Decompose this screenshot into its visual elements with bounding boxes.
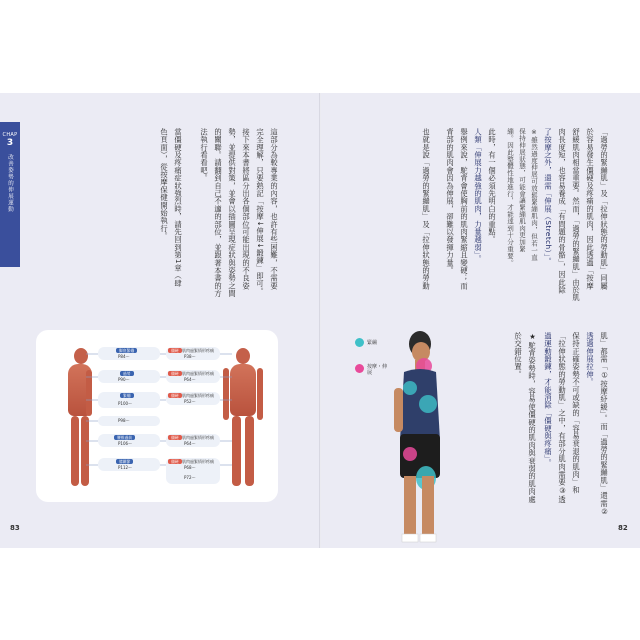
left-text-column-5: 的關聯。請翻到自己不適的部位，並跟著本書的方 xyxy=(214,128,223,298)
right-page-number: 82 xyxy=(618,524,628,532)
diagram-right-page-7: P72～ xyxy=(184,475,196,480)
diagram-right-page-6: P68～ xyxy=(184,465,196,470)
right-text-column-19: ★駝背姿勢時，容易使僵硬的肌肉與衰弱的肌肉處 xyxy=(528,332,537,504)
right-text-column-3: 舒緩肌肉相當重要。然而，「過勞的緊繃肌」由於肌 xyxy=(572,128,581,302)
left-text-column-6: 法執行看看吧。 xyxy=(200,128,209,182)
diagram-page-2: P90～ xyxy=(118,377,130,382)
legend-teal-dot xyxy=(355,338,364,347)
posture-diagram xyxy=(36,330,278,502)
left-text-column-8: 色頁面），從按摩保健開始執行。 xyxy=(160,128,169,240)
left-text-column-3: 接下來本書將區分出各個部位可能出現的不良姿 xyxy=(242,128,251,290)
diagram-page-3: P100～ xyxy=(118,401,133,406)
diagram-tag-2: 過勞 xyxy=(120,371,134,376)
legend-label-2: 按摩・伸展 xyxy=(367,364,388,376)
right-text-column-16: 保持正確姿勢不可或缺的「容易衰退的肌肉」和 xyxy=(572,332,581,494)
right-text-column-14: 肌」都需「①按摩紓緩」。而「過勞的緊繃肌」還需② xyxy=(600,332,609,517)
diagram-page-1: P84～ xyxy=(118,354,130,359)
right-text-column-20: 於交錯位置。 xyxy=(514,332,523,379)
diagram-right-tag-3: 僵硬 xyxy=(168,393,182,398)
chapter-title: 改善姿勢的伸展運動 xyxy=(7,154,13,213)
diagram-right-tag-5: 僵硬 xyxy=(168,435,182,440)
diagram-right-page-2: P64～ xyxy=(184,377,196,382)
chapter-tab xyxy=(0,122,20,267)
right-text-column-11: 舉例來說，駝背會使胸前的肌肉緊縮且變硬；而 xyxy=(460,128,469,290)
diagram-page-5: P106～ xyxy=(118,441,133,446)
diagram-connectors xyxy=(36,330,278,502)
diagram-right-tag-1: 僵硬 xyxy=(168,348,182,353)
right-text-column-12: 背部的肌肉會因為伸展，卻難以發揮力量。 xyxy=(446,128,455,275)
left-text-column-1: 這部分為較專業的內容，也許有些困難，不需要 xyxy=(270,128,279,290)
diagram-right-text-6: 肌肉過緊情形疼痛 xyxy=(182,459,214,464)
right-note-column-3: 繃。因此整體性地進行，才能達到十分重要。 xyxy=(506,128,514,266)
diagram-right-page-1: P38～ xyxy=(184,354,196,359)
diagram-tag-3: 緊繃 xyxy=(120,393,134,398)
diagram-right-text-2: 肌肉過緊情形疼痛 xyxy=(182,371,214,376)
diagram-tag-5: 腰椎過前 xyxy=(114,435,135,440)
diagram-right-text-1: 肌肉過緊情形疼痛 xyxy=(182,348,214,353)
left-page-number: 83 xyxy=(10,524,20,532)
diagram-tag-1: 脚底緊繃 xyxy=(116,348,137,353)
right-note-column-2: 保持伸展狀態，可能會讓緊繃肌肉更加緊 xyxy=(518,128,526,253)
diagram-right-tag-2: 僵硬 xyxy=(168,371,182,376)
right-text-column-5: 了按摩之外，還需「伸展（Stretch）」。 xyxy=(544,128,553,266)
diagram-right-text-5: 肌肉過緊情形疼痛 xyxy=(182,435,214,440)
diagram-page-4: P98～ xyxy=(118,418,130,423)
diagram-right-tag-6: 僵硬 xyxy=(168,459,182,464)
diagram-right-page-5: P64～ xyxy=(184,441,196,446)
right-text-column-17: 「拉伸狀態的勞動肌」之中，有部分肌肉需要③透 xyxy=(558,332,567,504)
posture-photo xyxy=(380,330,460,548)
page-fold xyxy=(319,93,321,548)
right-text-column-9: 此時，有一個必須先明白的重點。 xyxy=(488,128,497,244)
right-note-column-1: ※雖然過度伸展可放鬆緊繃肌肉，但若一直 xyxy=(530,128,538,261)
diagram-page-6: P112～ xyxy=(118,465,133,470)
right-text-column-1: 「過勞的緊繃肌」及「拉伸狀態的勞動肌」同屬 xyxy=(600,128,609,290)
legend-label-1: 緊繃 xyxy=(367,340,378,346)
right-text-column-10: 人類「伸展力越強的肌肉，力量越弱」。 xyxy=(474,128,483,263)
right-text-column-13: 也就是說「過勞的緊繃肌」及「拉伸狀態的勞動 xyxy=(422,128,431,290)
diagram-right-text-3: 肌肉過緊情形疼痛 xyxy=(182,393,214,398)
diagram-right-page-3: P52～ xyxy=(184,399,196,404)
left-text-column-2: 完全理解，只要熟記「按摩↓伸展↓鍛鍊」即可。 xyxy=(256,128,265,296)
right-text-column-2: 於容易發生僵硬及疼痛的肌肉，因此透過「按摩 xyxy=(586,128,595,290)
left-text-column-7: 當僵硬及疼痛症狀強烈時，請先回到第1章（肆 xyxy=(174,128,183,288)
right-text-column-18: 過運動鍛鍊，才能消除「僵硬與疼痛」。 xyxy=(544,332,553,467)
chapter-number: 3 xyxy=(6,138,14,148)
right-text-column-15: 透過伸展拉伸。 xyxy=(586,332,595,386)
right-text-column-4: 肉長度短，也容易養成「有問題的骨骼」，因此除 xyxy=(558,128,567,294)
diagram-tag-6: 膝關節 xyxy=(116,459,133,464)
left-text-column-4: 勢，並提供對策，並會以插圖呈現症狀與姿勢之間 xyxy=(228,128,237,298)
legend-pink-dot xyxy=(355,364,364,373)
chapter-word: CHAP xyxy=(2,132,18,138)
